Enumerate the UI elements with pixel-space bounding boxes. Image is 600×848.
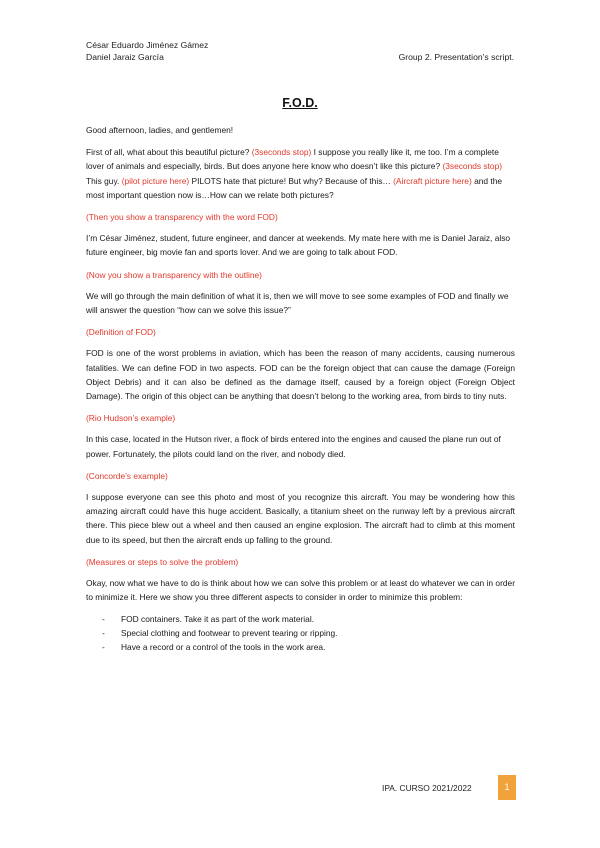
list-item: [86, 626, 515, 640]
document-body: [86, 123, 515, 654]
document-title: F.O.D.: [282, 96, 318, 110]
list-item-text: FOD containers. Take it as part of the work material.: [121, 614, 315, 625]
measures-paragraph: Okay, now what we have to do is think about how we can solve this problem or at least do whatever we can in order to minimize it. Here we show you three different aspects to consider in order to minimize this problem:: [86, 578, 515, 603]
header-author-1: César Eduardo Jiménez Gámez: [86, 40, 209, 50]
hudson-paragraph: In this case, located in the Hutson river, a flock of birds entered into the engines and caused the plane run out of power. Fortunately, the pilots could land on the river, and nobody died.: [86, 434, 501, 459]
footer-course: IPA. CURSO 2021/2022: [382, 783, 472, 793]
definition-paragraph: FOD is one of the worst problems in aviation, which has been the reason of many accidents, causing numerous fatalities. We can define FOD in two aspects. FOD can be the foreign object that can cause the damage (Foreign Object Debris) and it can also be defined as the damage itself, caused by a foreign object (Foreign Object Damage). The origin of this object can be anything that doesn’t belong to the working area, from birds to tiny nuts.: [86, 348, 515, 402]
intro-cue-4: (Aircraft picture here): [393, 175, 472, 186]
measures-list: [86, 612, 515, 654]
intro-text-1: First of all, what about this beautiful picture?: [86, 147, 252, 158]
intro-cue-1: (3seconds stop): [251, 147, 312, 158]
self-intro-paragraph: I’m César Jiménez, student, future engineer, and dancer at weekends. My mate here with me is Daniel Jaraiz, also future engineer, big movie fan and sports lover. And we are going to talk about FOD.: [86, 233, 511, 258]
greeting-paragraph: Good afternoon, ladies, and gentlemen!: [86, 125, 234, 135]
bullet-dash: -: [102, 614, 105, 625]
intro-text-4: PILOTS hate that picture! But why? Because of this…: [189, 175, 394, 186]
list-item: [86, 612, 515, 626]
header-group-label: Group 2. Presentation’s script.: [398, 52, 514, 62]
intro-cue-2: (3seconds stop): [442, 161, 503, 172]
concorde-paragraph: I suppose everyone can see this photo and most of you recognize this aircraft. You may be wondering how this amazing aircraft could have this huge accident. Basically, a titanium sheet on the runway left by a previous aircraft there. This piece blew out a wheel and then caused an engine explosion. The aircraft had to climb at this moment due to its speed, but then the aircraft ends up falling to the ground.: [86, 492, 515, 545]
bullet-dash: -: [102, 642, 105, 653]
header-author-2: Daniel Jaraiz García: [86, 52, 164, 62]
cue-transparency-fod: (Then you show a transparency with the word FOD): [86, 212, 278, 223]
intro-cue-3: (pilot picture here): [121, 175, 190, 186]
outline-paragraph: We will go through the main definition of what it is, then we will move to see some examples of FOD and finally we will answer the question “how can we solve this issue?”: [86, 290, 509, 316]
list-item-text: Have a record or a control of the tools in the work area.: [121, 642, 326, 653]
intro-paragraph: [86, 145, 515, 202]
list-item-text: Special clothing and footwear to prevent tearing or ripping.: [121, 628, 338, 639]
cue-outline: (Now you show a transparency with the outline): [86, 269, 262, 280]
intro-text-2: I suppose you really like it, me too. I’m a complete lover of animals and especially, birds. But does anyone here know who doesn’t like this picture?: [86, 147, 499, 172]
page-number-badge: 1: [498, 775, 516, 800]
cue-definition: (Definition of FOD): [86, 327, 156, 338]
cue-hudson: (Rio Hudson’s example): [86, 413, 176, 424]
intro-text-5: and the most important question now is…How can we relate both pictures?: [86, 175, 503, 200]
list-item: [86, 640, 515, 654]
intro-text-3: This guy.: [86, 175, 122, 186]
bullet-dash: -: [102, 628, 105, 639]
cue-measures: (Measures or steps to solve the problem): [86, 556, 239, 567]
cue-concorde: (Concorde’s example): [86, 470, 168, 481]
